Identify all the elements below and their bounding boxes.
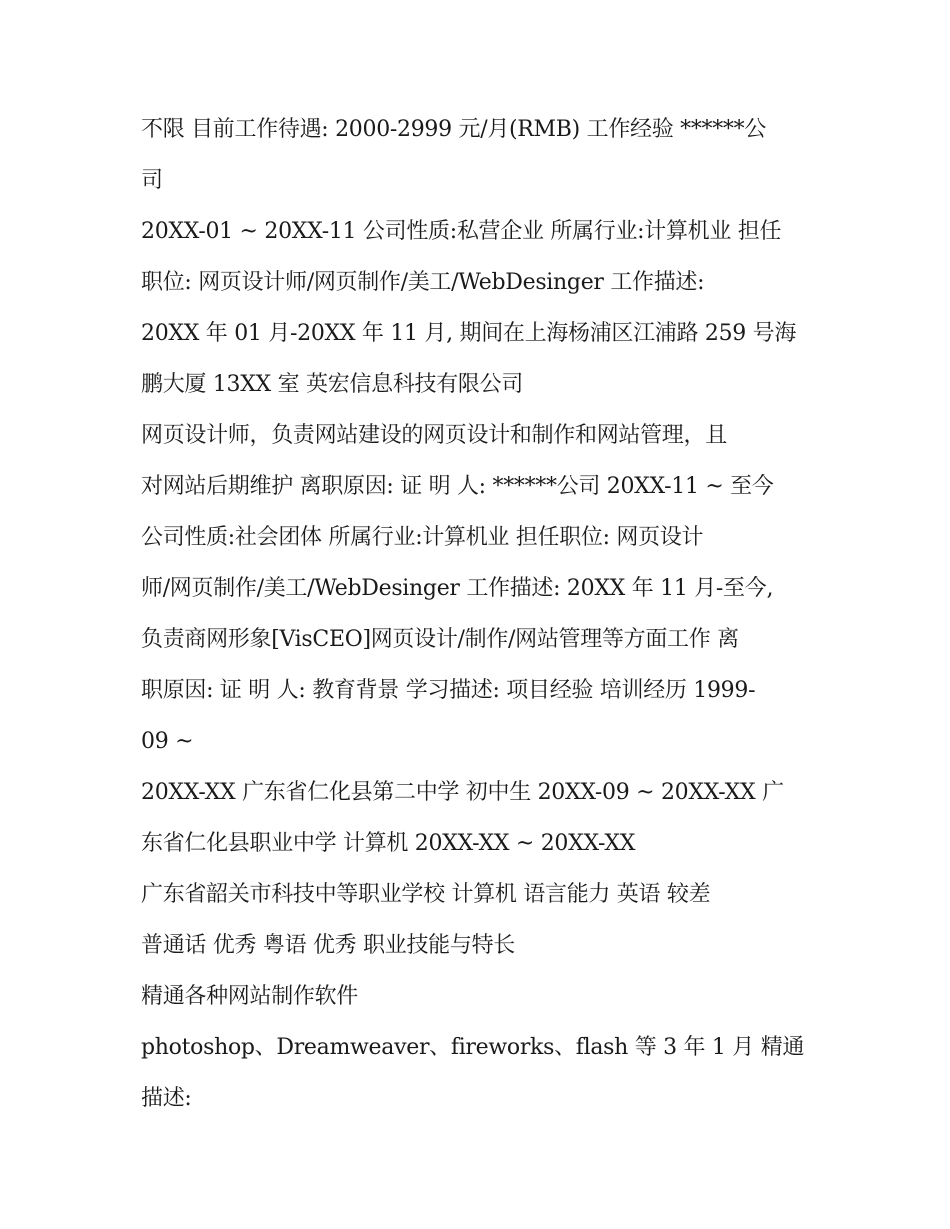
text-line: 描述:	[141, 1086, 192, 1111]
text-line: 鹏大厦 13XX 室 英宏信息科技有限公司	[141, 372, 523, 397]
text-line: 公司性质:社会团体 所属行业:计算机业 担任职位: 网页设计	[141, 525, 704, 550]
text-line: 20XX-01 ~ 20XX-11 公司性质:私营企业 所属行业:计算机业 担任	[141, 219, 782, 244]
text-line: 网页设计师，负责网站建设的网页设计和制作和网站管理，且	[141, 423, 727, 448]
text-line: 职位: 网页设计师/网页制作/美工/WebDesinger 工作描述:	[141, 270, 705, 295]
text-line: 东省仁化县职业中学 计算机 20XX-XX ~ 20XX-XX	[141, 831, 636, 856]
text-line: 司	[141, 168, 163, 193]
text-line: 精通各种网站制作软件	[141, 984, 359, 1009]
text-line: 09 ~	[141, 729, 194, 754]
text-line: 职原因: 证 明 人: 教育背景 学习描述: 项目经验 培训经历 1999-	[141, 678, 756, 703]
text-line: 负责商网形象[VisCEO]网页设计/制作/网站管理等方面工作 离	[141, 627, 739, 652]
text-line: 对网站后期维护 离职原因: 证 明 人: ******公司 20XX-11 ~ 至今	[141, 474, 774, 499]
text-line: 20XX 年 01 月-20XX 年 11 月, 期间在上海杨浦区江浦路 259 号海	[141, 321, 797, 346]
text-line: 师/网页制作/美工/WebDesinger 工作描述: 20XX 年 11 月-至今,	[141, 576, 774, 601]
text-line: photoshop、Dreamweaver、fireworks、flash 等 3 年 1 月 精通	[141, 1035, 805, 1060]
text-line: 普通话 优秀 粤语 优秀 职业技能与特长	[141, 933, 515, 958]
text-line: 不限 目前工作待遇: 2000-2999 元/月(RMB) 工作经验 ******公	[141, 117, 767, 142]
resume-text-block	[141, 104, 821, 1124]
text-line: 20XX-XX 广东省仁化县第二中学 初中生 20XX-09 ~ 20XX-XX 广	[141, 780, 784, 805]
text-line: 广东省韶关市科技中等职业学校 计算机 语言能力 英语 较差	[141, 882, 711, 907]
